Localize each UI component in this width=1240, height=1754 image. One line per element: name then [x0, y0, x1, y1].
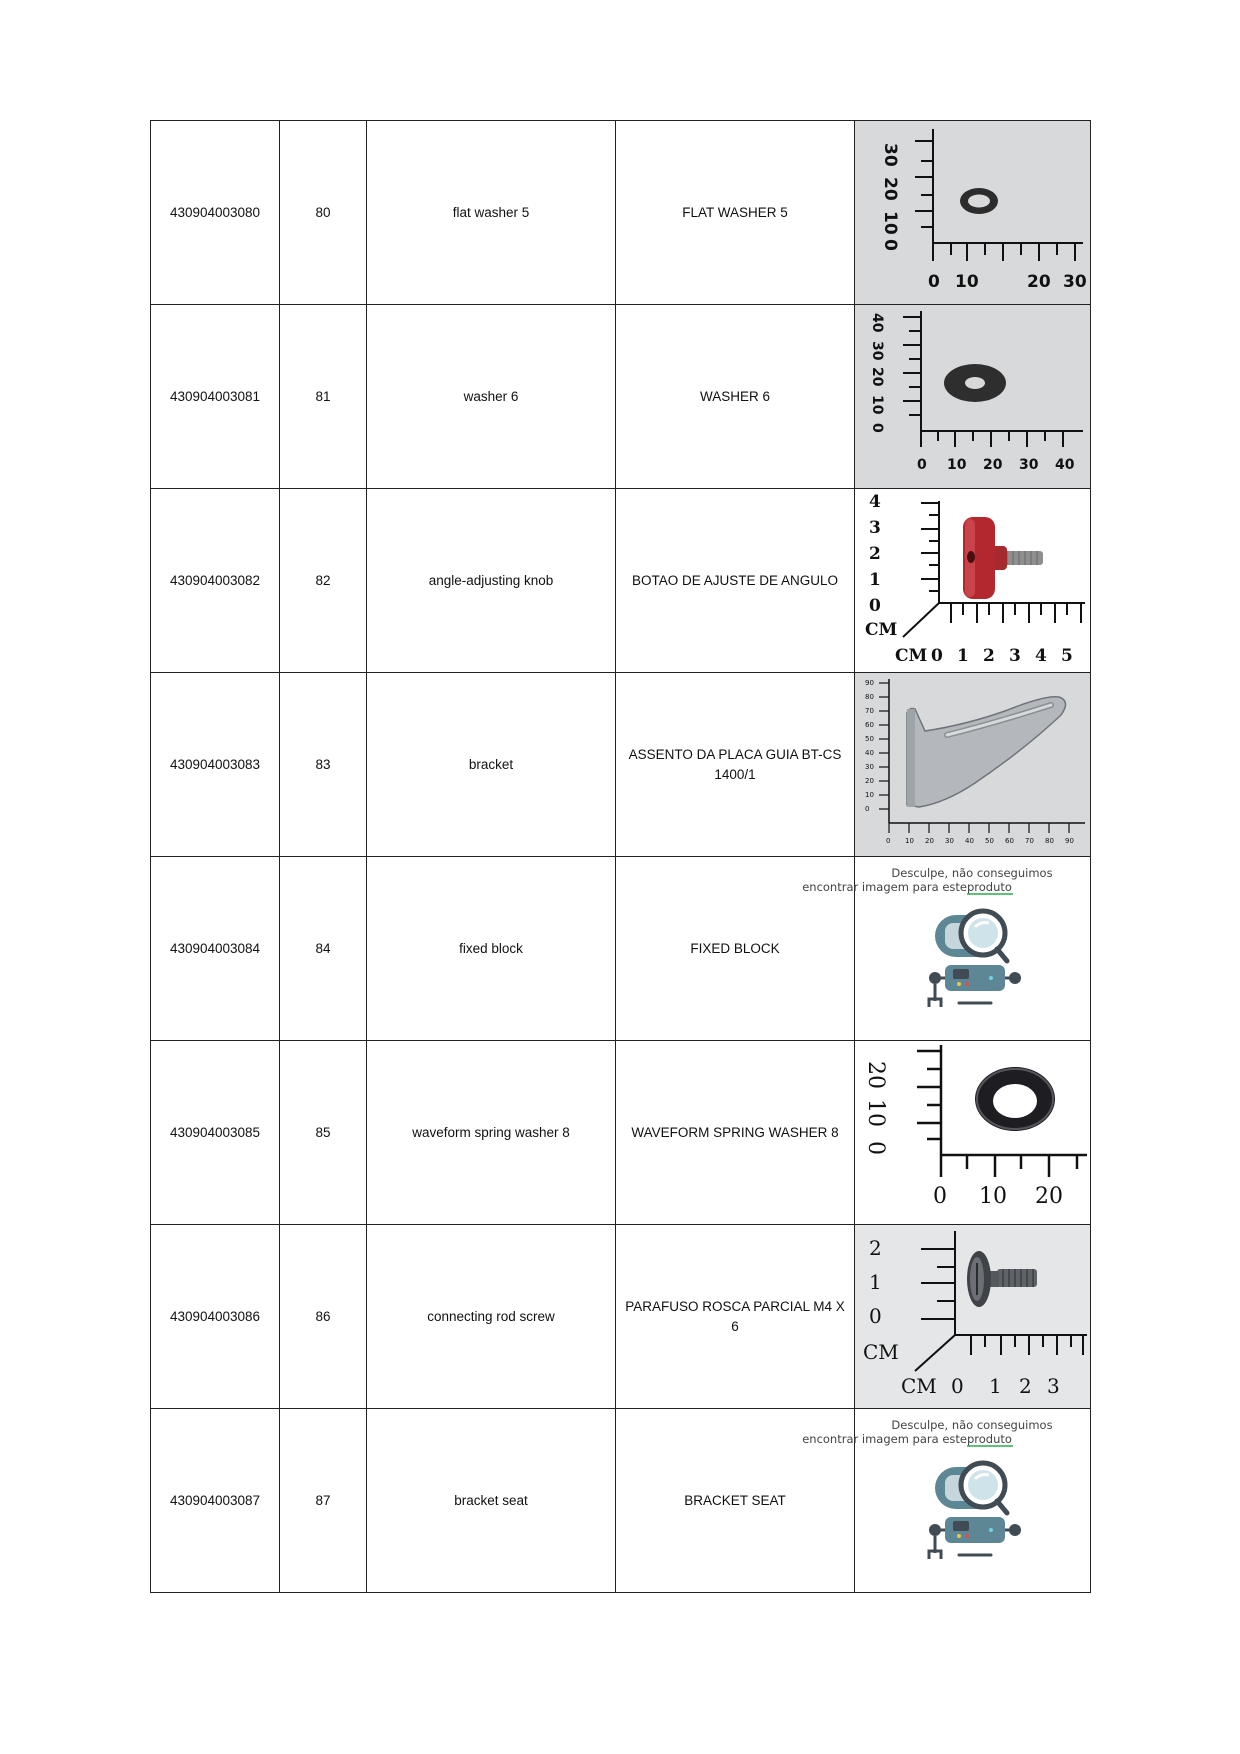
part-description-pt: BOTAO DE AJUSTE DE ANGULO — [616, 489, 855, 673]
y-tick: 10 — [869, 395, 885, 415]
x-tick: 40 — [1055, 457, 1075, 473]
part-description-en: washer 6 — [367, 305, 616, 489]
part-number: 80 — [280, 121, 367, 305]
x-tick: 2 — [983, 646, 995, 666]
x-tick: 0 — [933, 1184, 947, 1209]
x-tick: 60 — [1005, 837, 1014, 845]
x-tick: 0 — [917, 457, 927, 473]
y-tick: 0 — [865, 805, 870, 813]
y-tick: 30 — [880, 143, 900, 167]
part-image-cell — [855, 673, 1091, 857]
part-description-en: flat washer 5 — [367, 121, 616, 305]
x-tick: 4 — [1035, 646, 1047, 666]
y-tick: 60 — [865, 721, 874, 729]
y-tick: 0 — [880, 239, 900, 251]
y-tick: 20 — [880, 177, 900, 201]
parts-table-body — [151, 121, 1091, 1593]
part-description-en: bracket seat — [367, 1409, 616, 1593]
image-not-found-placeholder — [802, 1409, 1090, 1592]
not-found-message: Desculpe, não conseguimos — [891, 1418, 1053, 1432]
y-tick: 0 — [863, 1141, 888, 1155]
part-number: 82 — [280, 489, 367, 673]
y-tick: 10 — [865, 791, 874, 799]
not-found-link: produto — [967, 1432, 1012, 1446]
y-tick: 20 — [863, 1061, 888, 1089]
x-tick: 0 — [951, 1374, 964, 1398]
y-tick: 20 — [869, 367, 885, 387]
part-description-en: angle-adjusting knob — [367, 489, 616, 673]
y-tick: 30 — [865, 763, 874, 771]
x-tick: 10 — [955, 272, 979, 292]
part-number: 84 — [280, 857, 367, 1041]
table-row — [151, 305, 1091, 489]
part-description-pt: ASSENTO DA PLACA GUIA BT-CS 1400/1 — [616, 673, 855, 857]
x-tick: 20 — [1027, 272, 1051, 292]
y-tick: 80 — [865, 693, 874, 701]
x-tick: 90 — [1065, 837, 1074, 845]
x-tick: 30 — [1019, 457, 1039, 473]
x-tick: 80 — [1045, 837, 1054, 845]
bracket-photo — [855, 673, 1090, 856]
x-tick: 0 — [931, 646, 943, 666]
y-tick: 0 — [869, 1304, 882, 1328]
part-number: 81 — [280, 305, 367, 489]
image-not-found-placeholder — [802, 857, 1090, 1040]
unit-label: CM — [865, 620, 898, 640]
part-description-pt: BRACKET SEAT — [616, 1409, 855, 1593]
not-found-message: encontrar imagem para este — [802, 880, 967, 894]
y-tick: 90 — [865, 679, 874, 687]
x-tick: 10 — [947, 457, 967, 473]
not-found-message: encontrar imagem para este — [802, 1432, 967, 1446]
x-tick: 10 — [979, 1184, 1007, 1209]
y-tick: 4 — [869, 492, 881, 512]
x-tick: 30 — [945, 837, 954, 845]
part-image-cell — [855, 121, 1091, 305]
part-description-en: waveform spring washer 8 — [367, 1041, 616, 1225]
y-tick: 20 — [865, 777, 874, 785]
table-row — [151, 489, 1091, 673]
part-code: 430904003086 — [151, 1225, 280, 1409]
x-tick: 30 — [1063, 272, 1087, 292]
part-description-pt: FLAT WASHER 5 — [616, 121, 855, 305]
x-tick: 0 — [928, 272, 940, 292]
y-tick: 2 — [869, 544, 881, 564]
y-tick: 40 — [865, 749, 874, 757]
part-description-pt: PARAFUSO ROSCA PARCIAL M4 X 6 — [616, 1225, 855, 1409]
parts-table — [150, 120, 1091, 1593]
y-tick: 0 — [869, 596, 881, 616]
part-number: 83 — [280, 673, 367, 857]
table-row — [151, 1225, 1091, 1409]
part-description-en: connecting rod screw — [367, 1225, 616, 1409]
not-found-message: Desculpe, não conseguimos — [891, 866, 1053, 880]
x-tick: 2 — [1019, 1374, 1032, 1398]
part-code: 430904003087 — [151, 1409, 280, 1593]
table-row — [151, 1409, 1091, 1593]
waveform-spring-washer-photo — [855, 1041, 1090, 1224]
table-row — [151, 1041, 1091, 1225]
x-tick: 10 — [905, 837, 914, 845]
table-row — [151, 673, 1091, 857]
angle-adjusting-knob-photo — [855, 489, 1090, 672]
x-tick: 20 — [983, 457, 1003, 473]
part-image-cell — [855, 1225, 1091, 1409]
part-image-cell — [802, 857, 1091, 1041]
part-code: 430904003084 — [151, 857, 280, 1041]
x-tick: 50 — [985, 837, 994, 845]
flat-washer-photo — [855, 121, 1090, 304]
washer-photo — [855, 305, 1090, 488]
part-description-en: fixed block — [367, 857, 616, 1041]
x-tick: CM — [901, 1374, 937, 1398]
x-tick: 3 — [1047, 1374, 1060, 1398]
part-image-cell — [855, 489, 1091, 673]
part-code: 430904003081 — [151, 305, 280, 489]
x-tick: 5 — [1061, 646, 1073, 666]
x-tick: 40 — [965, 837, 974, 845]
part-code: 430904003080 — [151, 121, 280, 305]
part-description-pt: FIXED BLOCK — [616, 857, 855, 1041]
table-row — [151, 121, 1091, 305]
x-tick: 3 — [1009, 646, 1021, 666]
table-row — [151, 857, 1091, 1041]
part-code: 430904003085 — [151, 1041, 280, 1225]
x-tick: 20 — [925, 837, 934, 845]
part-number: 87 — [280, 1409, 367, 1593]
connecting-rod-screw-photo — [855, 1225, 1090, 1408]
part-number: 86 — [280, 1225, 367, 1409]
part-image-cell — [855, 305, 1091, 489]
y-tick: 10 — [880, 211, 900, 235]
not-found-link: produto — [967, 880, 1012, 894]
part-description-pt: WASHER 6 — [616, 305, 855, 489]
y-tick: 3 — [869, 518, 881, 538]
x-tick: CM — [895, 646, 928, 666]
y-tick: 30 — [869, 341, 885, 361]
y-tick: 1 — [869, 570, 881, 590]
x-tick: 70 — [1025, 837, 1034, 845]
unit-label: CM — [863, 1340, 899, 1364]
y-tick: 50 — [865, 735, 874, 743]
x-tick: 1 — [989, 1374, 1002, 1398]
part-description-en: bracket — [367, 673, 616, 857]
y-tick: 2 — [869, 1236, 882, 1260]
part-description-pt: WAVEFORM SPRING WASHER 8 — [616, 1041, 855, 1225]
y-tick: 10 — [863, 1099, 888, 1127]
y-tick: 1 — [869, 1270, 882, 1294]
y-tick: 40 — [869, 313, 885, 333]
part-code: 430904003083 — [151, 673, 280, 857]
part-code: 430904003082 — [151, 489, 280, 673]
part-image-cell — [802, 1409, 1091, 1593]
part-number: 85 — [280, 1041, 367, 1225]
x-tick: 0 — [886, 837, 891, 845]
x-tick: 20 — [1035, 1184, 1063, 1209]
x-tick: 1 — [957, 646, 969, 666]
y-tick: 0 — [869, 423, 885, 433]
part-image-cell — [855, 1041, 1091, 1225]
y-tick: 70 — [865, 707, 874, 715]
